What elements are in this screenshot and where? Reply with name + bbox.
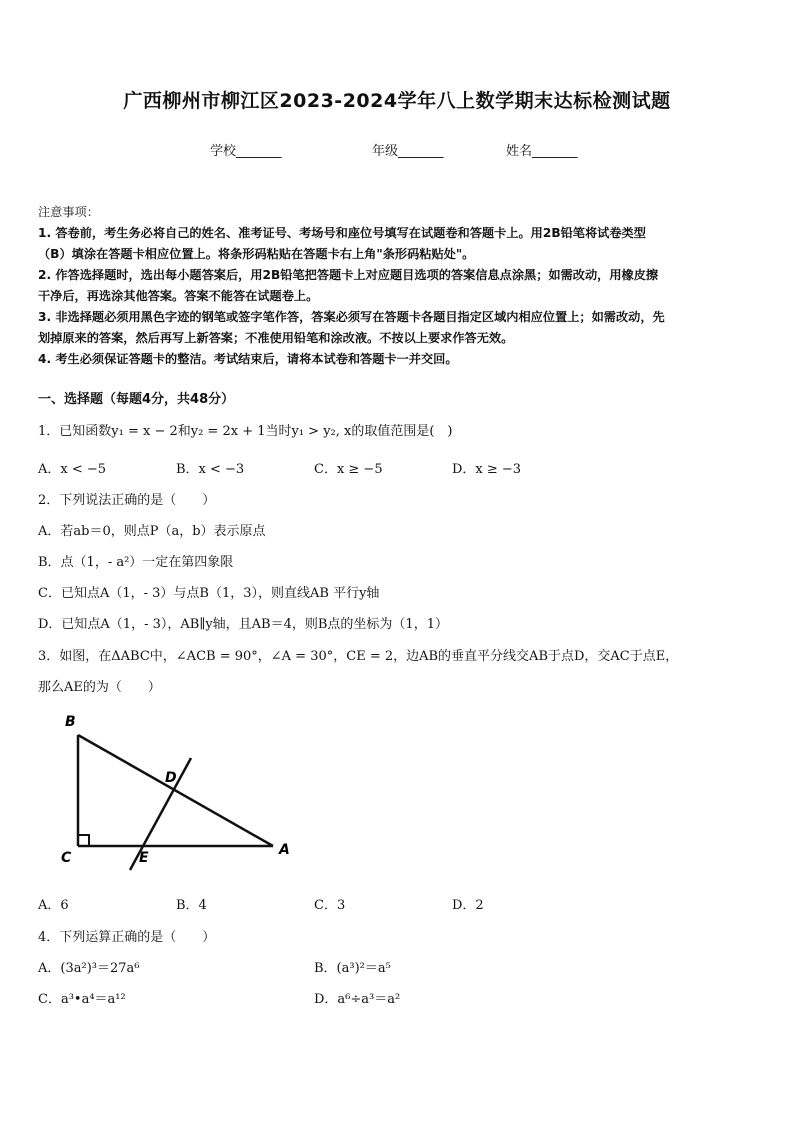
- name-blank: _______: [532, 144, 578, 159]
- note-line: 4. 考生必须保证答题卡的整洁。考试结束后，请将本试卷和答题卡一并交回。: [38, 352, 458, 366]
- triangle-figure: [55, 708, 315, 878]
- note-line: 划掉原来的答案，然后再写上新答案；不准使用铅笔和涂改液。不按以上要求作答无效。: [38, 331, 514, 345]
- label-e: E: [139, 850, 149, 866]
- q4-option-b: B．(a³)²＝a⁵: [314, 961, 391, 976]
- school-blank: _______: [236, 144, 282, 159]
- q3-stem-line1: 3．如图，在ΔABC中，∠ACB = 90°，∠A = 30°，CE = 2，边AB的垂直平分线交AB于点D，交AC于点E，: [38, 649, 679, 664]
- q1-option-b: B．x < −3: [176, 462, 245, 477]
- label-c: C: [61, 850, 72, 866]
- q1-stem: 1．已知函数y₁ = x − 2和y₂ = 2x + 1当时y₁ > y₂, x的取值范围是( ): [38, 424, 453, 439]
- q2-option-d: D．已知点A（1，- 3），AB∥y轴，且AB＝4，则B点的坐标为（1，1）: [38, 617, 448, 632]
- q2-stem: 2．下列说法正确的是（ ）: [38, 493, 216, 508]
- q2-option-a: A．若ab＝0，则点P（a，b）表示原点: [38, 524, 266, 539]
- notes-block: [38, 202, 758, 370]
- note-line: （B）填涂在答题卡相应位置上。将条形码粘贴在答题卡右上角"条形码粘贴处"。: [38, 247, 475, 261]
- right-angle-mark: [78, 835, 89, 846]
- name-label: 姓名: [506, 144, 533, 159]
- school-label: 学校: [210, 144, 237, 159]
- q2-option-c: C．已知点A（1，- 3）与点B（1，3），则直线AB 平行y轴: [38, 586, 380, 601]
- q4-stem: 4．下列运算正确的是（ ）: [38, 930, 216, 945]
- q1-option-c: C．x ≥ −5: [314, 462, 383, 477]
- note-line: 2. 作答选择题时，选出每小题答案后，用2B铅笔把答题卡上对应题目选项的答案信息点涂黑；如需改动，用橡皮擦: [38, 268, 659, 282]
- q4-option-c: C．a³•a⁴＝a¹²: [38, 992, 126, 1007]
- q3-option-d: D．2: [452, 898, 484, 913]
- grade-label: 年级: [372, 144, 399, 159]
- q4-option-a: A．(3a²)³＝27a⁶: [38, 961, 140, 976]
- label-b: B: [65, 714, 76, 730]
- note-line: 1. 答卷前，考生务必将自己的姓名、准考证号、考场号和座位号填写在试题卷和答题卡上。用2B铅笔将试卷类型: [38, 226, 646, 240]
- side-ab: [78, 735, 273, 846]
- grade-blank: _______: [398, 144, 444, 159]
- q4-option-d: D．a⁶÷a³＝a²: [314, 992, 401, 1007]
- notes-heading: 注意事项：: [38, 205, 99, 219]
- q1-option-d: D．x ≥ −3: [452, 462, 522, 477]
- q1-option-a: A．x < −5: [38, 462, 107, 477]
- school-field: [210, 140, 282, 159]
- grade-field: [372, 140, 444, 159]
- q3-stem-line2: 那么AE的为（ ）: [38, 680, 161, 695]
- q3-option-a: A．6: [38, 898, 69, 913]
- label-d: D: [165, 770, 177, 786]
- page-title: 广西柳州市柳江区2023-2024学年八上数学期末达标检测试题: [123, 90, 671, 112]
- label-a: A: [279, 842, 290, 858]
- q3-option-c: C．3: [314, 898, 346, 913]
- note-line: 3. 非选择题必须用黑色字迹的钢笔或签字笔作答，答案必须写在答题卡各题目指定区域内相应位置上；如需改动，先: [38, 310, 665, 324]
- name-field: [506, 140, 578, 159]
- q2-option-b: B．点（1，- a²）一定在第四象限: [38, 555, 234, 570]
- section-heading: 一、选择题（每题4分，共48分）: [38, 392, 235, 407]
- q3-option-b: B．4: [176, 898, 207, 913]
- note-line: 干净后，再选涂其他答案。答案不能答在试题卷上。: [38, 289, 319, 303]
